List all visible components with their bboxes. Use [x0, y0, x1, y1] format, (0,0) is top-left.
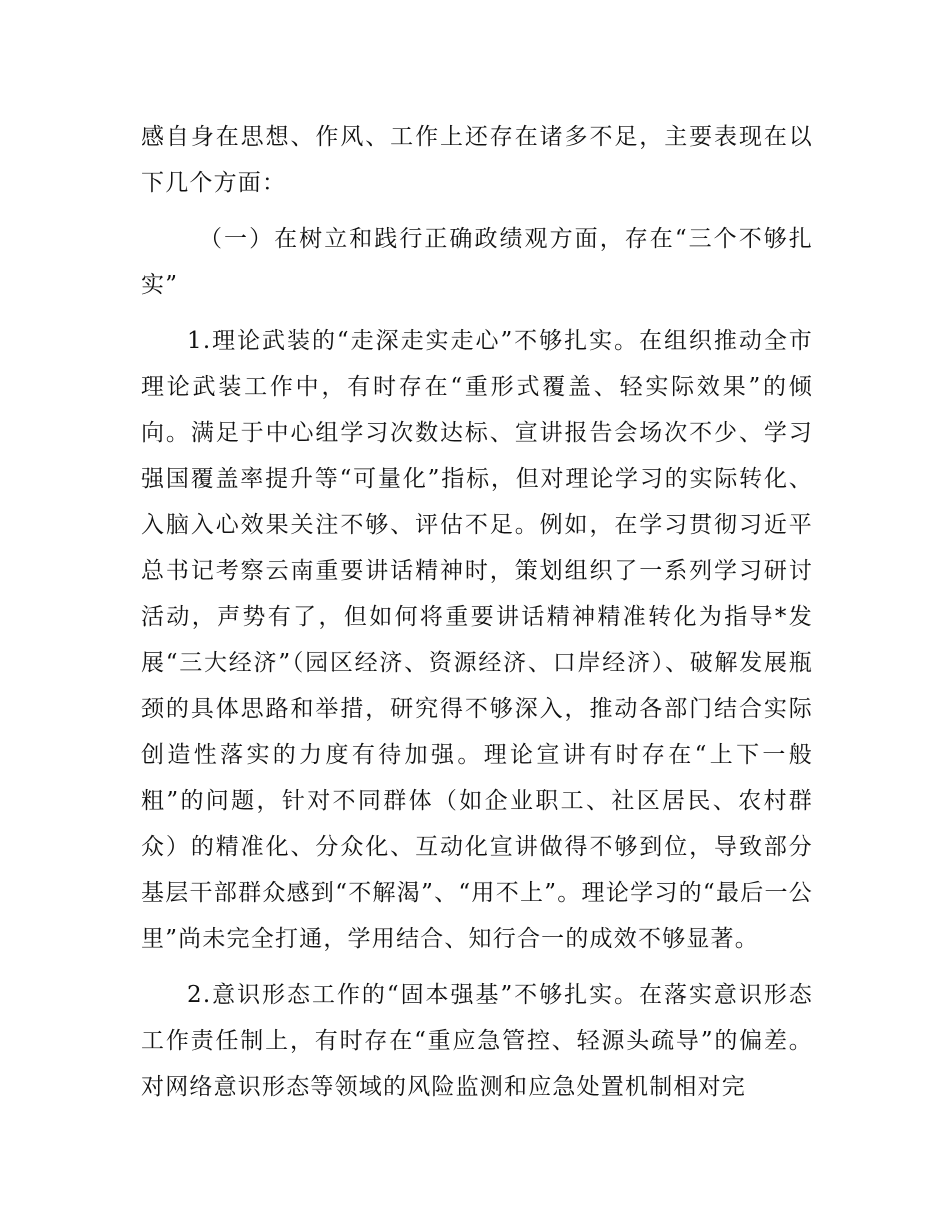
- section-heading: （一）在树立和践行正确政绩观方面，存在“三个不够扎实”: [141, 226, 813, 298]
- intro-paragraph: 感自身在思想、作风、工作上还存在诸多不足，主要表现在以下几个方面：: [141, 124, 813, 196]
- point-1-paragraph: 1.理论武装的“走深走实走心”不够扎实。在组织推动全市理论武装工作中，有时存在“重形式覆盖、轻实际效果”的倾向。满足于中心组学习次数达标、宣讲报告会场次不少、学习强国覆盖率提升等“可量化”指标，但对理论学习的实际转化、入脑入心效果关注不够、评估不足。例如，在学习贯彻习近平总书记考察云南重要讲话精神时，策划组织了一系列学习研讨活动，声势有了，但如何将重要讲话精神精准转化为指导*发展“三大经济”（园区经济、资源经济、口岸经济）、破解发展瓶颈的具体思路和举措，研究得不够深入，推动各部门结合实际创造性落实的力度有待加强。理论宣讲有时存在“上下一般粗”的问题，针对不同群体（如企业职工、社区居民、农村群众）的精准化、分众化、互动化宣讲做得不够到位，导致部分基层干部群众感到“不解渴”、“用不上”。理论学习的“最后一公里”尚未完全打通，学用结合、知行合一的成效不够显著。: [141, 328, 813, 952]
- point-2-paragraph: 2.意识形态工作的“固本强基”不够扎实。在落实意识形态工作责任制上，有时存在“重应急管控、轻源头疏导”的偏差。对网络意识形态等领域的风险监测和应急处置机制相对完: [141, 982, 813, 1100]
- document-body: [141, 114, 813, 1110]
